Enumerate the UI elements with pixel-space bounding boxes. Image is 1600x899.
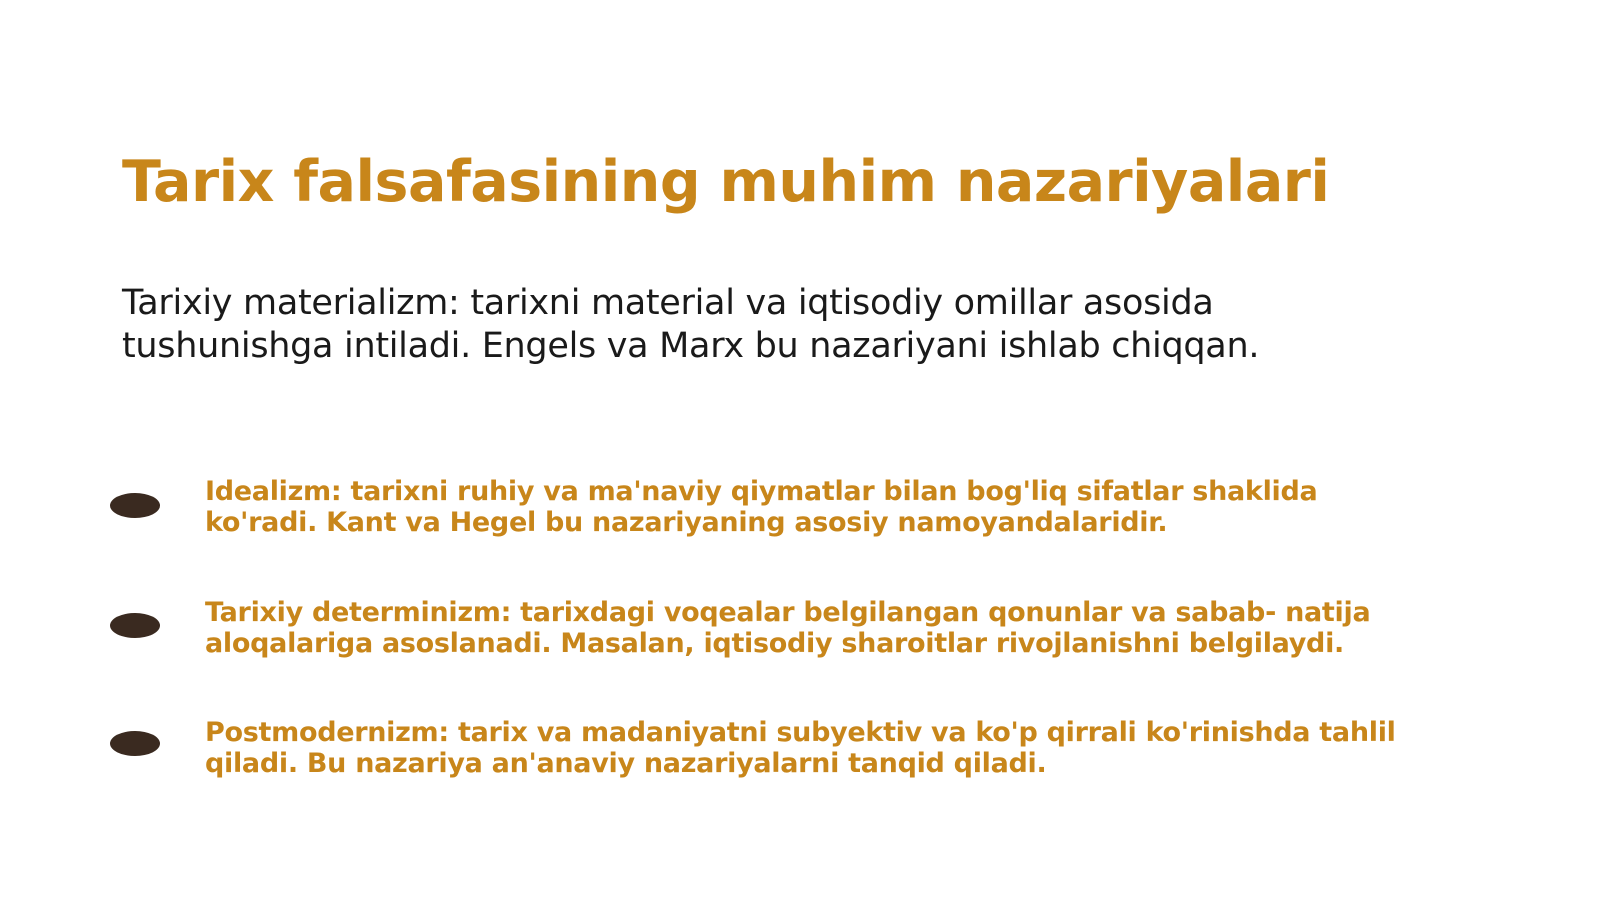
- slide-title: Tarix falsafasining muhim nazariyalari: [122, 149, 1330, 215]
- bullet-text: Postmodernizm: tarix va madaniyatni subyektiv va ko'p qirrali ko'rinishda tahlil qiladi. Bu nazariya an'anaviy nazariyalarni tanqid qiladi.: [205, 717, 1396, 779]
- bullet-text: Tarixiy determinizm: tarixdagi voqealar belgilangan qonunlar va sabab- natija aloqalariga asoslanadi. Masalan, iqtisodiy sharoitlar rivojlanishni belgilaydi.: [205, 597, 1371, 659]
- bullet-dot-icon: [110, 493, 160, 518]
- bullet-dot-icon: [110, 613, 160, 638]
- bullet-dot-icon: [110, 731, 160, 756]
- bullet-text: Idealizm: tarixni ruhiy va ma'naviy qiymatlar bilan bog'liq sifatlar shaklida ko'radi. Kant va Hegel bu nazariyaning asosiy namoyandalaridir.: [205, 476, 1318, 538]
- intro-paragraph: Tarixiy materializm: tarixni material va iqtisodiy omillar asosida tushunishga intiladi. Engels va Marx bu nazariyani ishlab chiqqan.: [122, 283, 1260, 366]
